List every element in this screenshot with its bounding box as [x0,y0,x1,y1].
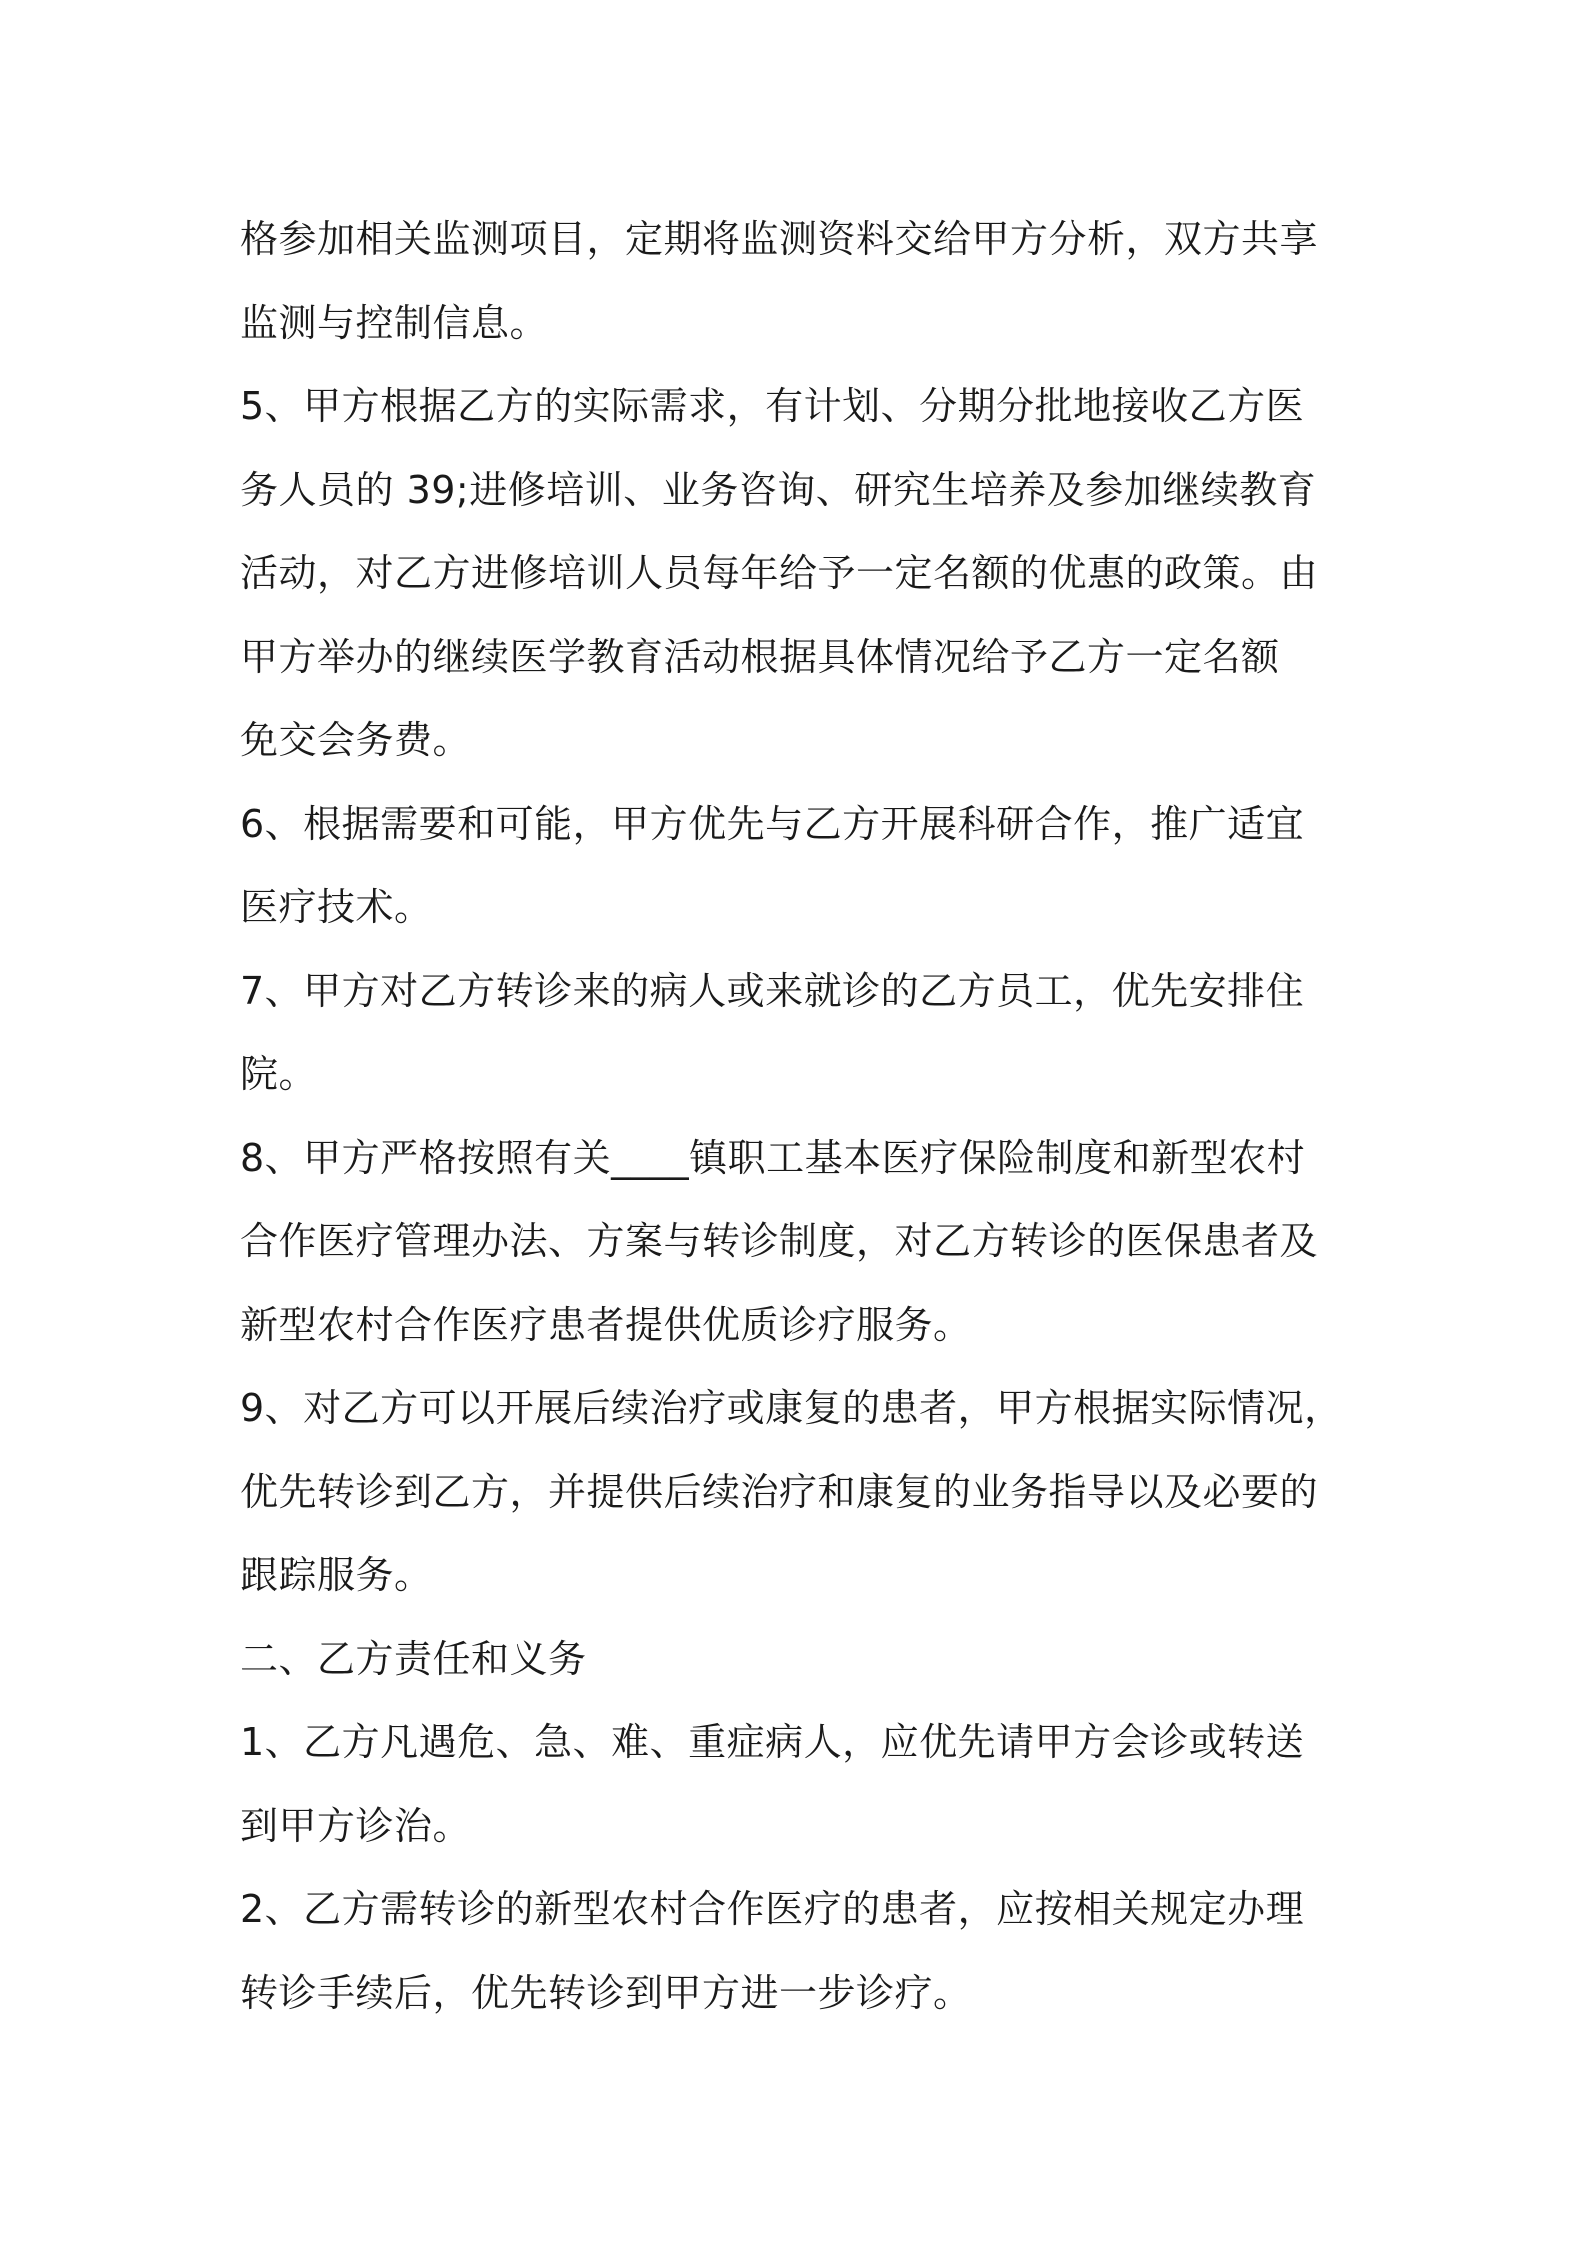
text-line: 5、甲方根据乙方的实际需求，有计划、分期分批地接收乙方医 [240,384,1305,428]
text-line: 到甲方诊治。 [240,1803,472,1848]
text-line: 新型农村合作医疗患者提供优质诊疗服务。 [240,1302,972,1347]
text-line: 转诊手续后，优先转诊到甲方进一步诊疗。 [240,1970,972,2015]
text-line: 监测与控制信息。 [240,300,549,345]
text-line: 8、甲方严格按照有关____镇职工基本医疗保险制度和新型农村 [240,1135,1306,1180]
section-heading: 二、乙方责任和义务 [240,1636,587,1681]
text-line: 2、乙方需转诊的新型农村合作医疗的患者，应按相关规定办理 [240,1887,1305,1931]
text-line: 9、对乙方可以开展后续治疗或康复的患者，甲方根据实际情况， [240,1386,1343,1430]
text-line: 医疗技术。 [240,885,433,929]
text-line: 6、根据需要和可能，甲方优先与乙方开展科研合作，推广适宜 [240,801,1305,846]
text-line: 务人员的 39;进修培训、业务咨询、研究生培养及参加继续教育 [240,467,1317,512]
text-line: 7、甲方对乙方转诊来的病人或来就诊的乙方员工，优先安排住 [240,968,1305,1013]
text-line: 格参加相关监测项目，定期将监测资料交给甲方分析，双方共享 [240,217,1319,261]
text-line: 跟踪服务。 [240,1553,433,1597]
text-line: 1、乙方凡遇危、急、难、重症病人，应优先请甲方会诊或转送 [240,1720,1305,1764]
text-line: 活动，对乙方进修培训人员每年给予一定名额的优惠的政策。由 [240,551,1319,595]
text-line: 优先转诊到乙方，并提供后续治疗和康复的业务指导以及必要的 [240,1469,1319,1514]
text-line: 院。 [240,1052,318,1096]
document-body [240,198,1360,2035]
text-line: 免交会务费。 [240,718,472,762]
text-line: 甲方举办的继续医学教育活动根据具体情况给予乙方一定名额 [240,634,1280,679]
text-line: 合作医疗管理办法、方案与转诊制度，对乙方转诊的医保患者及 [240,1219,1319,1263]
